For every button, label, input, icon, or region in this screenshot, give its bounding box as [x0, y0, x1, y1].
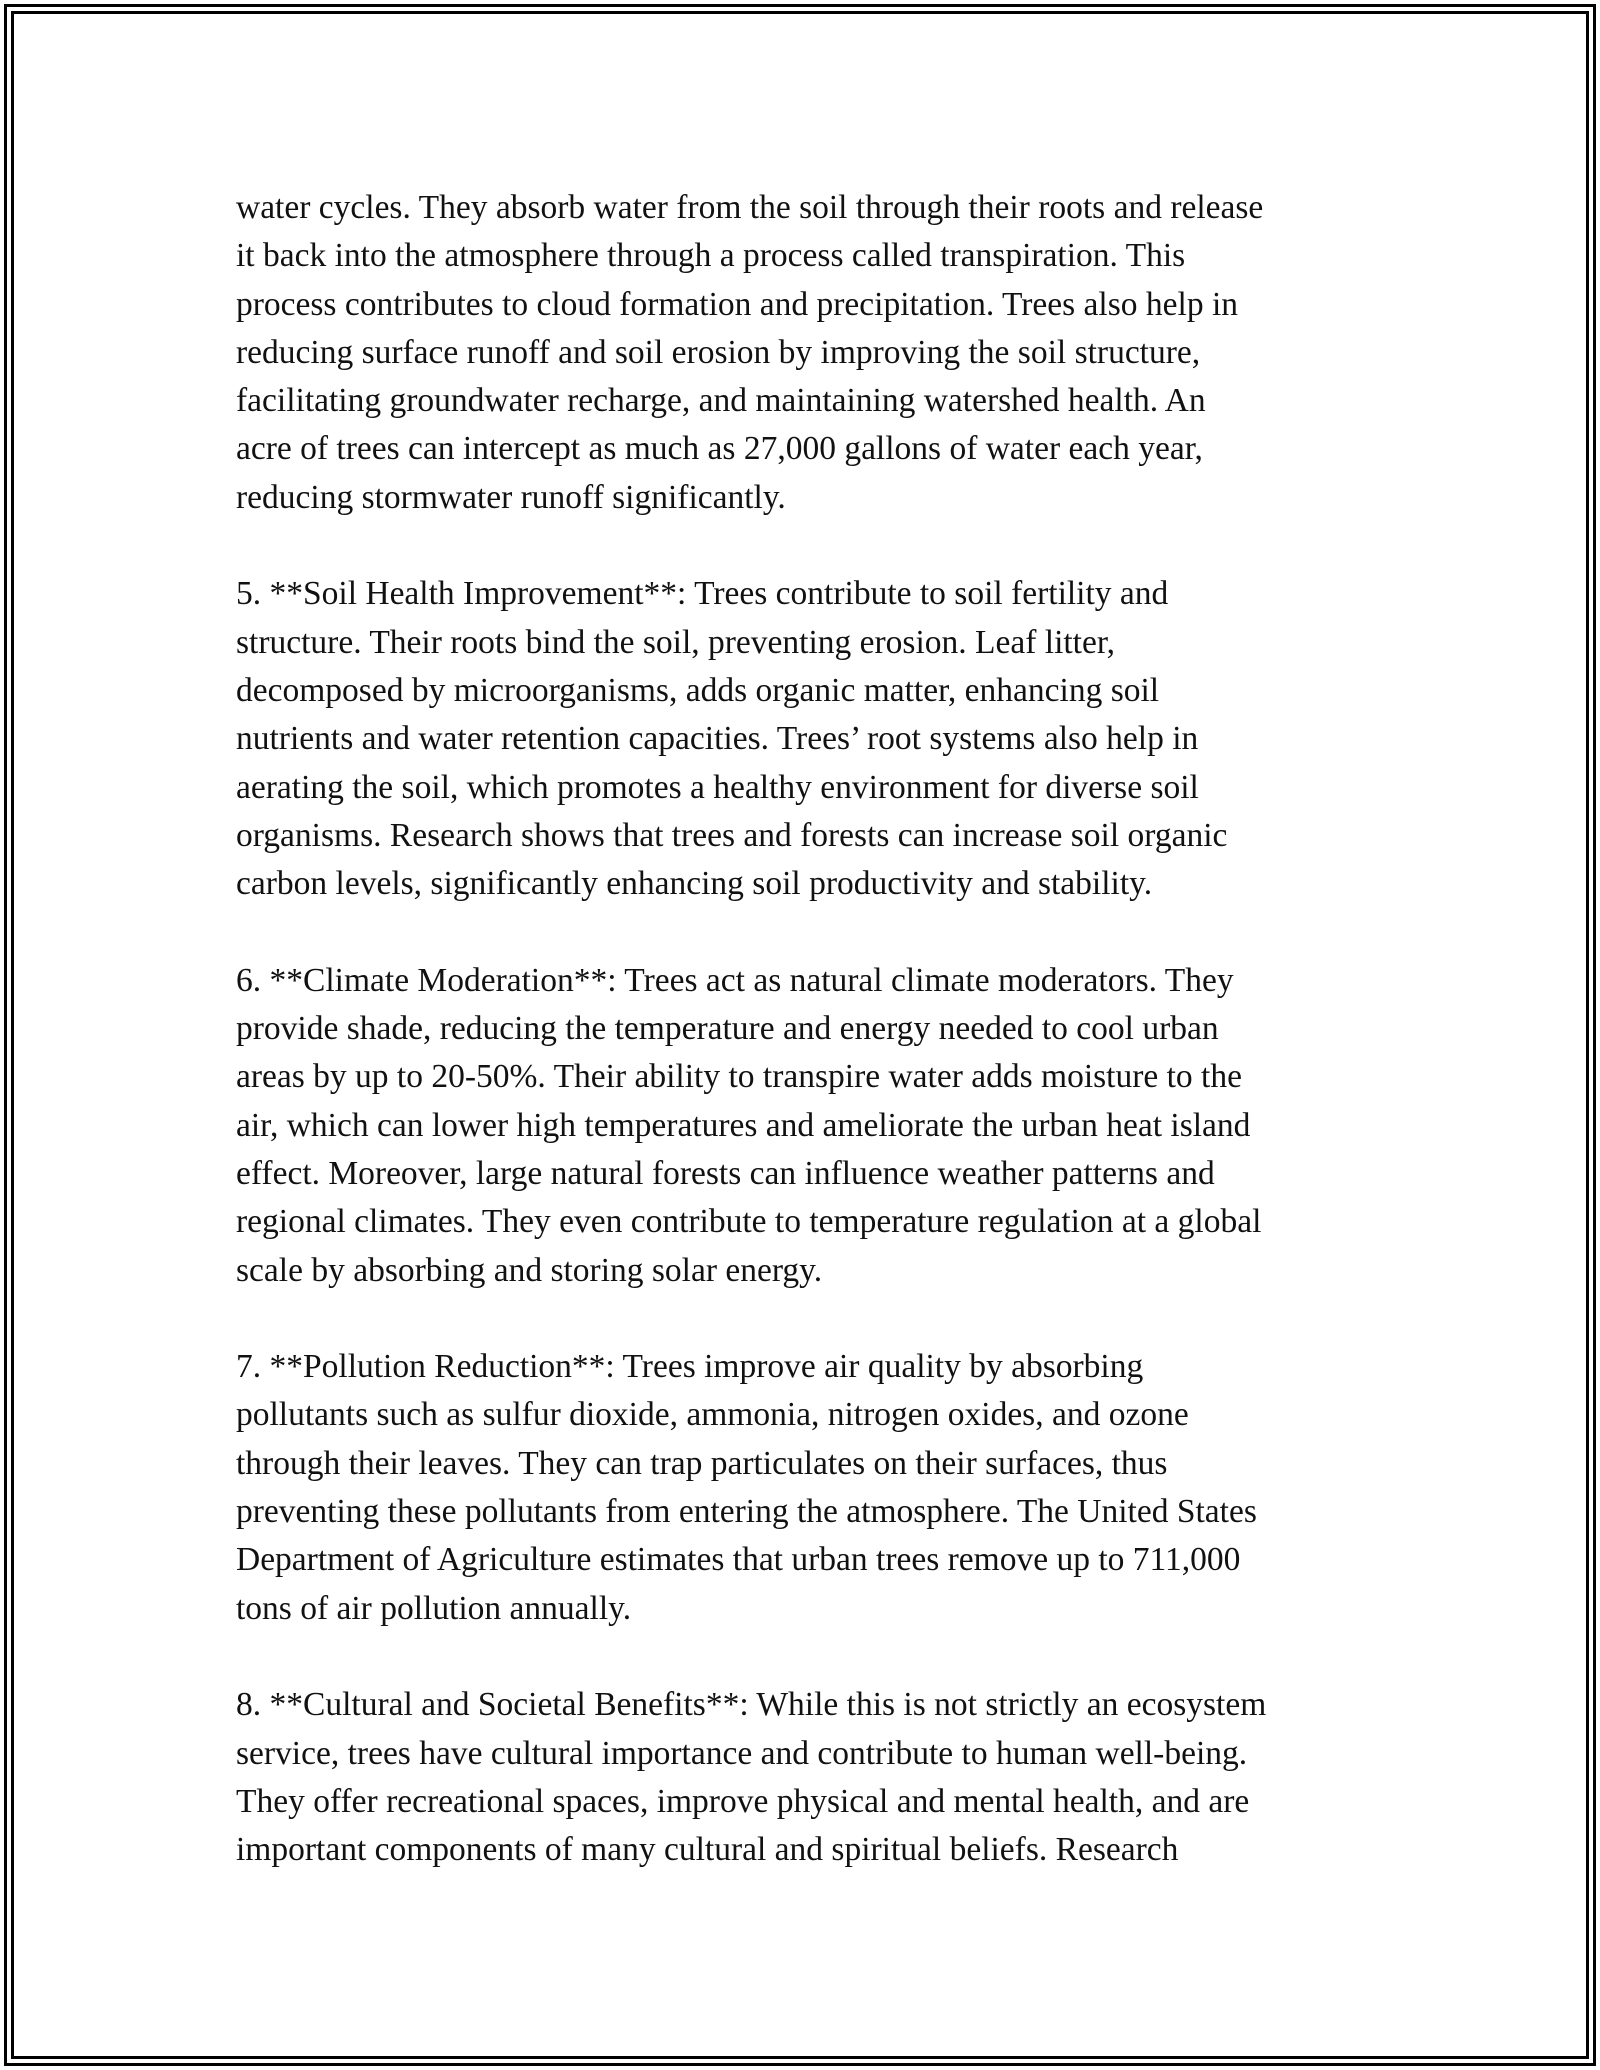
text-line: provide shade, reducing the temperature and energy needed to cool urban: [236, 1010, 1219, 1048]
paragraph-soil-health: [236, 570, 1376, 908]
text-line: decomposed by microorganisms, adds organic matter, enhancing soil: [236, 671, 1160, 709]
text-line: air, which can lower high temperatures and ameliorate the urban heat island: [236, 1106, 1251, 1144]
text-line: through their leaves. They can trap particulates on their surfaces, thus: [236, 1444, 1168, 1482]
text-line: reducing stormwater runoff significantly.: [236, 478, 786, 516]
text-line: regional climates. They even contribute to temperature regulation at a global: [236, 1203, 1262, 1241]
text-line: aerating the soil, which promotes a healthy environment for diverse soil: [236, 768, 1199, 806]
text-line: important components of many cultural and spiritual beliefs. Research: [236, 1831, 1179, 1869]
text-line: reducing surface runoff and soil erosion by improving the soil structure,: [236, 333, 1201, 371]
text-line: 7. **Pollution Reduction**: Trees improve air quality by absorbing: [236, 1348, 1144, 1386]
text-line: it back into the atmosphere through a process called transpiration. This: [236, 237, 1186, 275]
text-line: scale by absorbing and storing solar energy.: [236, 1251, 823, 1289]
text-line: They offer recreational spaces, improve physical and mental health, and are: [236, 1782, 1250, 1820]
paragraph-climate-moderation: [236, 957, 1376, 1295]
document-body: [236, 184, 1376, 1874]
paragraph-pollution-reduction: [236, 1343, 1376, 1633]
text-line: nutrients and water retention capacities. Trees’ root systems also help in: [236, 720, 1199, 758]
text-line: facilitating groundwater recharge, and maintaining watershed health. An: [236, 382, 1206, 420]
text-line: Department of Agriculture estimates that urban trees remove up to 711,000: [236, 1541, 1241, 1579]
text-line: structure. Their roots bind the soil, preventing erosion. Leaf litter,: [236, 623, 1116, 661]
text-line: process contributes to cloud formation and precipitation. Trees also help in: [236, 285, 1239, 323]
paragraph-cultural-benefits: [236, 1681, 1376, 1874]
text-line: areas by up to 20-50%. Their ability to transpire water adds moisture to the: [236, 1058, 1242, 1096]
text-line: 8. **Cultural and Societal Benefits**: While this is not strictly an ecosystem: [236, 1686, 1267, 1724]
text-line: effect. Moreover, large natural forests can influence weather patterns and: [236, 1154, 1215, 1192]
text-line: pollutants such as sulfur dioxide, ammonia, nitrogen oxides, and ozone: [236, 1396, 1189, 1434]
text-line: preventing these pollutants from entering the atmosphere. The United States: [236, 1493, 1257, 1531]
text-line: service, trees have cultural importance and contribute to human well-being.: [236, 1734, 1248, 1772]
text-line: carbon levels, significantly enhancing soil productivity and stability.: [236, 865, 1153, 903]
paragraph-water-cycle: [236, 184, 1376, 522]
text-line: tons of air pollution annually.: [236, 1589, 632, 1627]
text-line: organisms. Research shows that trees and forests can increase soil organic: [236, 816, 1228, 854]
text-line: 5. **Soil Health Improvement**: Trees contribute to soil fertility and: [236, 575, 1169, 613]
text-line: acre of trees can intercept as much as 27,000 gallons of water each year,: [236, 430, 1203, 468]
text-line: water cycles. They absorb water from the soil through their roots and release: [236, 189, 1264, 226]
text-line: 6. **Climate Moderation**: Trees act as natural climate moderators. They: [236, 961, 1234, 999]
